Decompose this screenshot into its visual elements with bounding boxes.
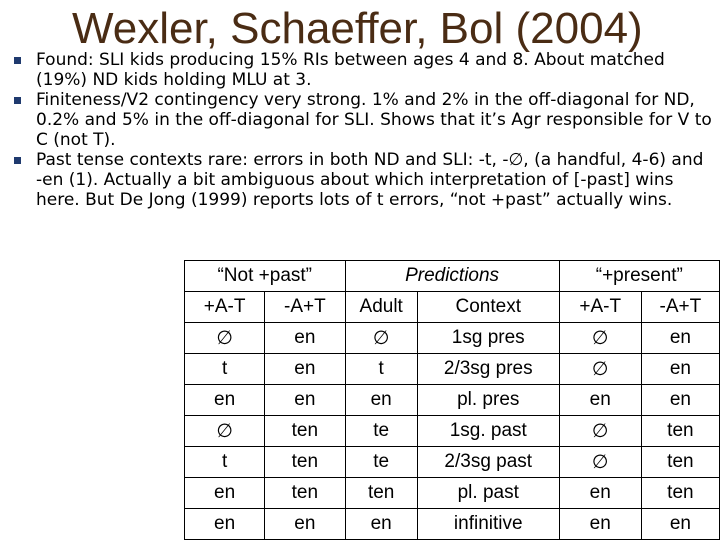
table-cell: en bbox=[345, 385, 417, 416]
table-cell: ∅ bbox=[559, 416, 641, 447]
table-cell: ∅ bbox=[559, 447, 641, 478]
column-header: -A+T bbox=[641, 292, 719, 323]
bullet-square-icon bbox=[14, 57, 21, 64]
table-cell: en bbox=[185, 385, 265, 416]
predictions-table bbox=[184, 260, 720, 540]
group-header-predictions: Predictions bbox=[345, 261, 559, 292]
slide-title: Wexler, Schaeffer, Bol (2004) bbox=[72, 4, 643, 53]
table-cell: pl. pres bbox=[417, 385, 559, 416]
table-cell: te bbox=[345, 416, 417, 447]
table-row bbox=[185, 509, 720, 540]
table-cell: en bbox=[265, 354, 345, 385]
table-cell: infinitive bbox=[417, 509, 559, 540]
table-cell: ∅ bbox=[345, 323, 417, 354]
table-cell: ten bbox=[641, 478, 719, 509]
table-row bbox=[185, 354, 720, 385]
table-cell: pl. past bbox=[417, 478, 559, 509]
table-row bbox=[185, 385, 720, 416]
bullet-item bbox=[14, 50, 714, 90]
table-cell: ten bbox=[265, 416, 345, 447]
table-cell: 2/3sg past bbox=[417, 447, 559, 478]
bullet-item bbox=[14, 150, 714, 210]
table-cell: en bbox=[265, 323, 345, 354]
table-cell: 2/3sg pres bbox=[417, 354, 559, 385]
column-header: Context bbox=[417, 292, 559, 323]
table-cell: en bbox=[559, 385, 641, 416]
table-cell: t bbox=[185, 354, 265, 385]
column-header: -A+T bbox=[265, 292, 345, 323]
table-cell: en bbox=[265, 509, 345, 540]
bullet-item bbox=[14, 90, 714, 150]
table-row bbox=[185, 323, 720, 354]
table-cell: ten bbox=[265, 478, 345, 509]
table-cell: en bbox=[641, 354, 719, 385]
table-cell: ten bbox=[345, 478, 417, 509]
table-cell: ∅ bbox=[559, 323, 641, 354]
column-header: +A-T bbox=[185, 292, 265, 323]
column-header-row bbox=[185, 292, 720, 323]
bullet-text: Past tense contexts rare: errors in both ND and SLI: -t, -∅, (a handful, 4-6) and -en (1). Actually a bit ambiguous about which interpretation of [-past] wins here. But De Jong (1999) reports lots of t errors, “not +past” actually wins. bbox=[36, 150, 704, 210]
table-cell: ten bbox=[265, 447, 345, 478]
table-cell: t bbox=[185, 447, 265, 478]
group-header-row bbox=[185, 261, 720, 292]
table-row bbox=[185, 447, 720, 478]
table-cell: en bbox=[185, 509, 265, 540]
group-header-present: “+present” bbox=[559, 261, 719, 292]
group-header-not-past: “Not +past” bbox=[185, 261, 346, 292]
table-cell: en bbox=[641, 509, 719, 540]
table-cell: te bbox=[345, 447, 417, 478]
table-cell: ∅ bbox=[185, 416, 265, 447]
bullet-list bbox=[14, 50, 714, 210]
table-cell: en bbox=[559, 478, 641, 509]
table-cell: t bbox=[345, 354, 417, 385]
table-cell: ten bbox=[641, 416, 719, 447]
column-header: +A-T bbox=[559, 292, 641, 323]
table-cell: 1sg pres bbox=[417, 323, 559, 354]
table-cell: en bbox=[345, 509, 417, 540]
table-cell: 1sg. past bbox=[417, 416, 559, 447]
table-row bbox=[185, 478, 720, 509]
bullet-square-icon bbox=[14, 157, 21, 164]
table-cell: en bbox=[559, 509, 641, 540]
table-cell: ten bbox=[641, 447, 719, 478]
bullet-text: Found: SLI kids producing 15% RIs between ages 4 and 8. About matched (19%) ND kids holding MLU at 3. bbox=[36, 50, 665, 90]
table-cell: ∅ bbox=[559, 354, 641, 385]
table-cell: ∅ bbox=[185, 323, 265, 354]
table-cell: en bbox=[641, 323, 719, 354]
table-cell: en bbox=[185, 478, 265, 509]
table-cell: en bbox=[641, 385, 719, 416]
bullet-square-icon bbox=[14, 97, 21, 104]
table-cell: en bbox=[265, 385, 345, 416]
table-row bbox=[185, 416, 720, 447]
bullet-text: Finiteness/V2 contingency very strong. 1% and 2% in the off-diagonal for ND, 0.2% and 5% in the off-diagonal for SLI. Shows that it’s Agr responsible for V to C (not T). bbox=[36, 90, 712, 150]
column-header: Adult bbox=[345, 292, 417, 323]
